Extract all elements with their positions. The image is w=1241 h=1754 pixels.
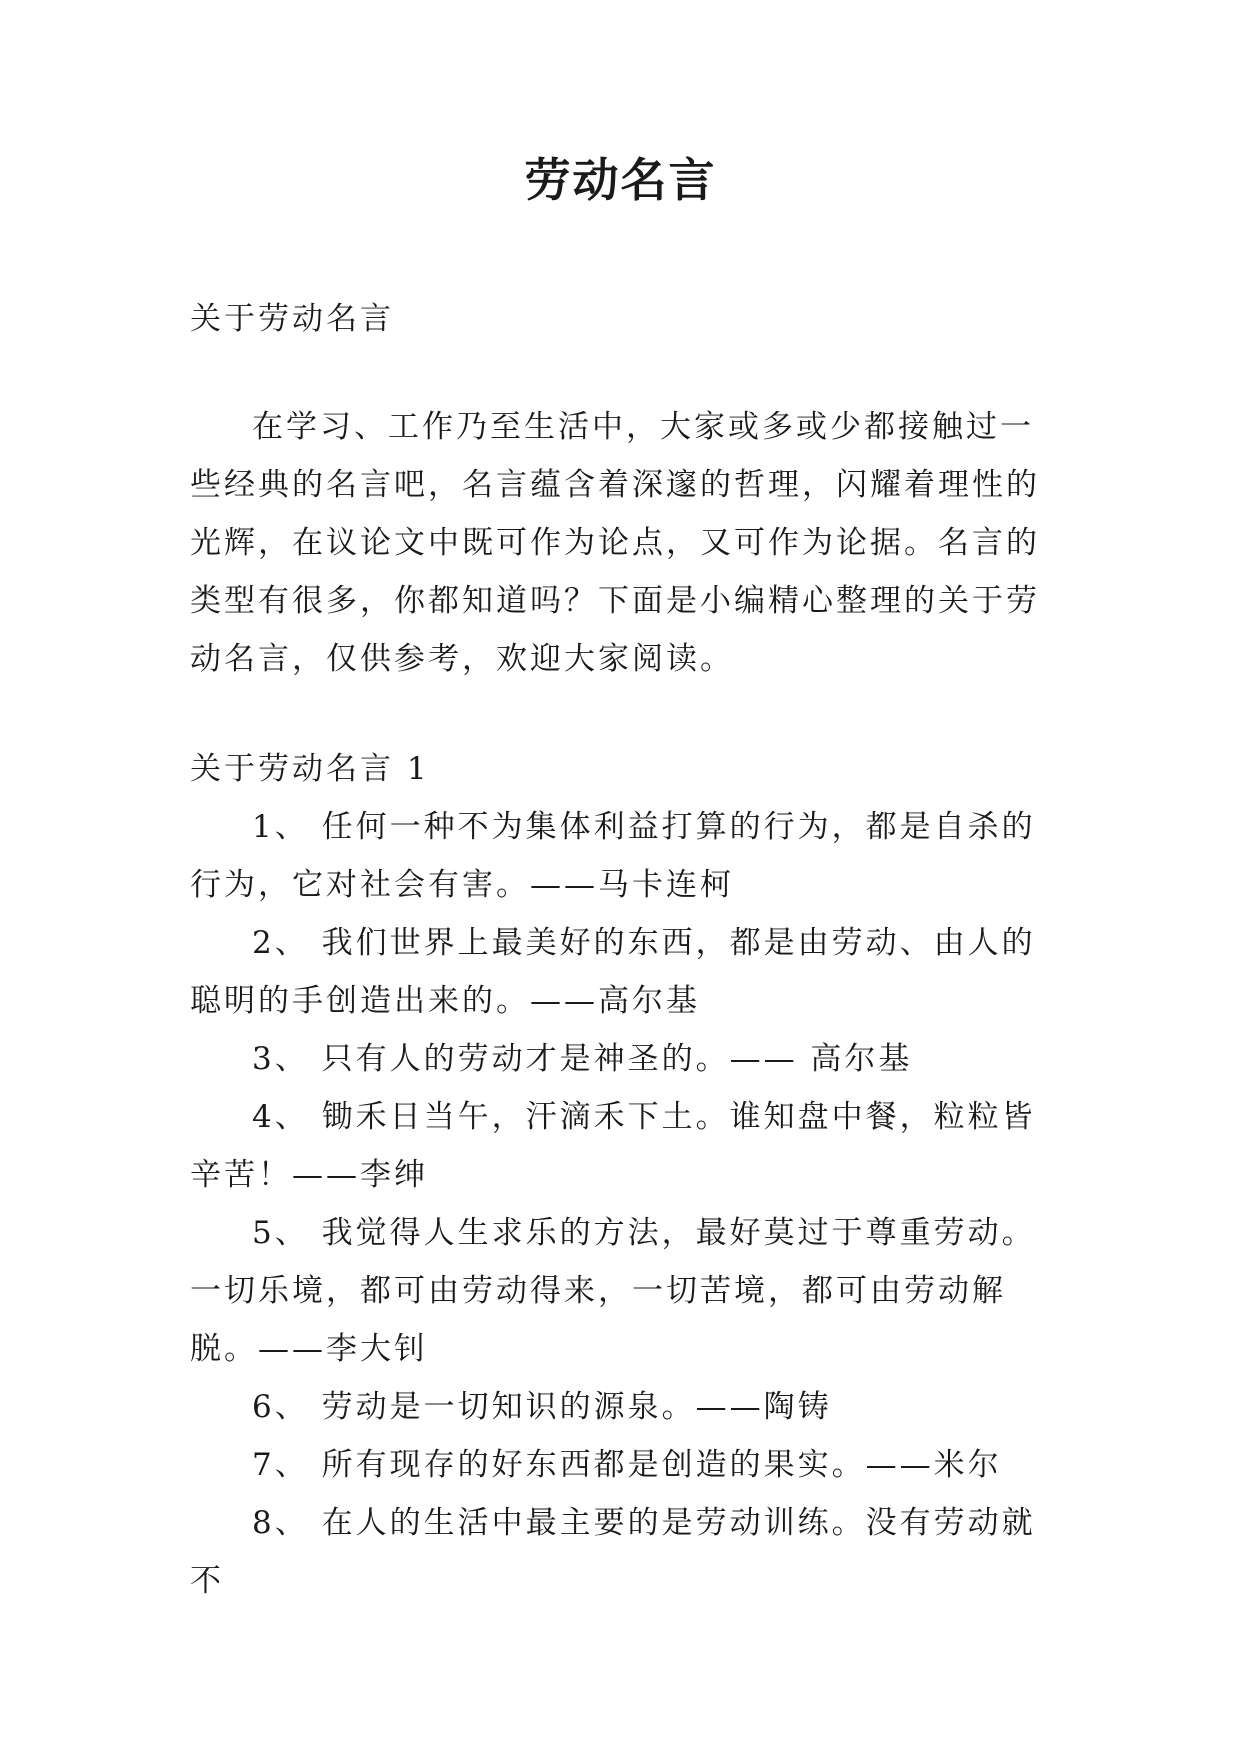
quote-item: 8、 在人的生活中最主要的是劳动训练。没有劳动就不 xyxy=(190,1505,1036,1599)
quote-item: 6、 劳动是一切知识的源泉。——陶铸 xyxy=(252,1389,832,1425)
document-title: 劳动名言 xyxy=(524,153,717,207)
quote-item: 5、 我觉得人生求乐的方法，最好莫过于尊重劳动。一切乐境，都可由劳动得来，一切苦境，都可由劳动解脱。——李大钊 xyxy=(190,1215,1036,1367)
subtitle: 关于劳动名言 xyxy=(190,301,394,337)
quote-item: 2、 我们世界上最美好的东西，都是由劳动、由人的聪明的手创造出来的。——高尔基 xyxy=(190,925,1036,1019)
intro-paragraph: 在学习、工作乃至生活中，大家或多或少都接触过一些经典的名言吧，名言蕴含着深邃的哲理，闪耀着理性的光辉，在议论文中既可作为论点，又可作为论据。名言的类型有很多，你都知道吗？下面是小编精心整理的关于劳动名言，仅供参考，欢迎大家阅读。 xyxy=(190,409,1040,677)
quote-item: 7、 所有现存的好东西都是创造的果实。——米尔 xyxy=(252,1447,1002,1483)
section-heading: 关于劳动名言 1 xyxy=(190,751,430,787)
quote-item: 3、 只有人的劳动才是神圣的。—— 高尔基 xyxy=(252,1041,913,1077)
quote-item: 4、 锄禾日当午，汗滴禾下土。谁知盘中餐，粒粒皆辛苦！——李绅 xyxy=(190,1099,1036,1193)
spacer xyxy=(190,348,1050,398)
quote-item: 1、 任何一种不为集体利益打算的行为，都是自杀的行为，它对社会有害。——马卡连柯 xyxy=(190,809,1036,903)
spacer xyxy=(190,688,1050,740)
document-body xyxy=(190,290,1050,1610)
